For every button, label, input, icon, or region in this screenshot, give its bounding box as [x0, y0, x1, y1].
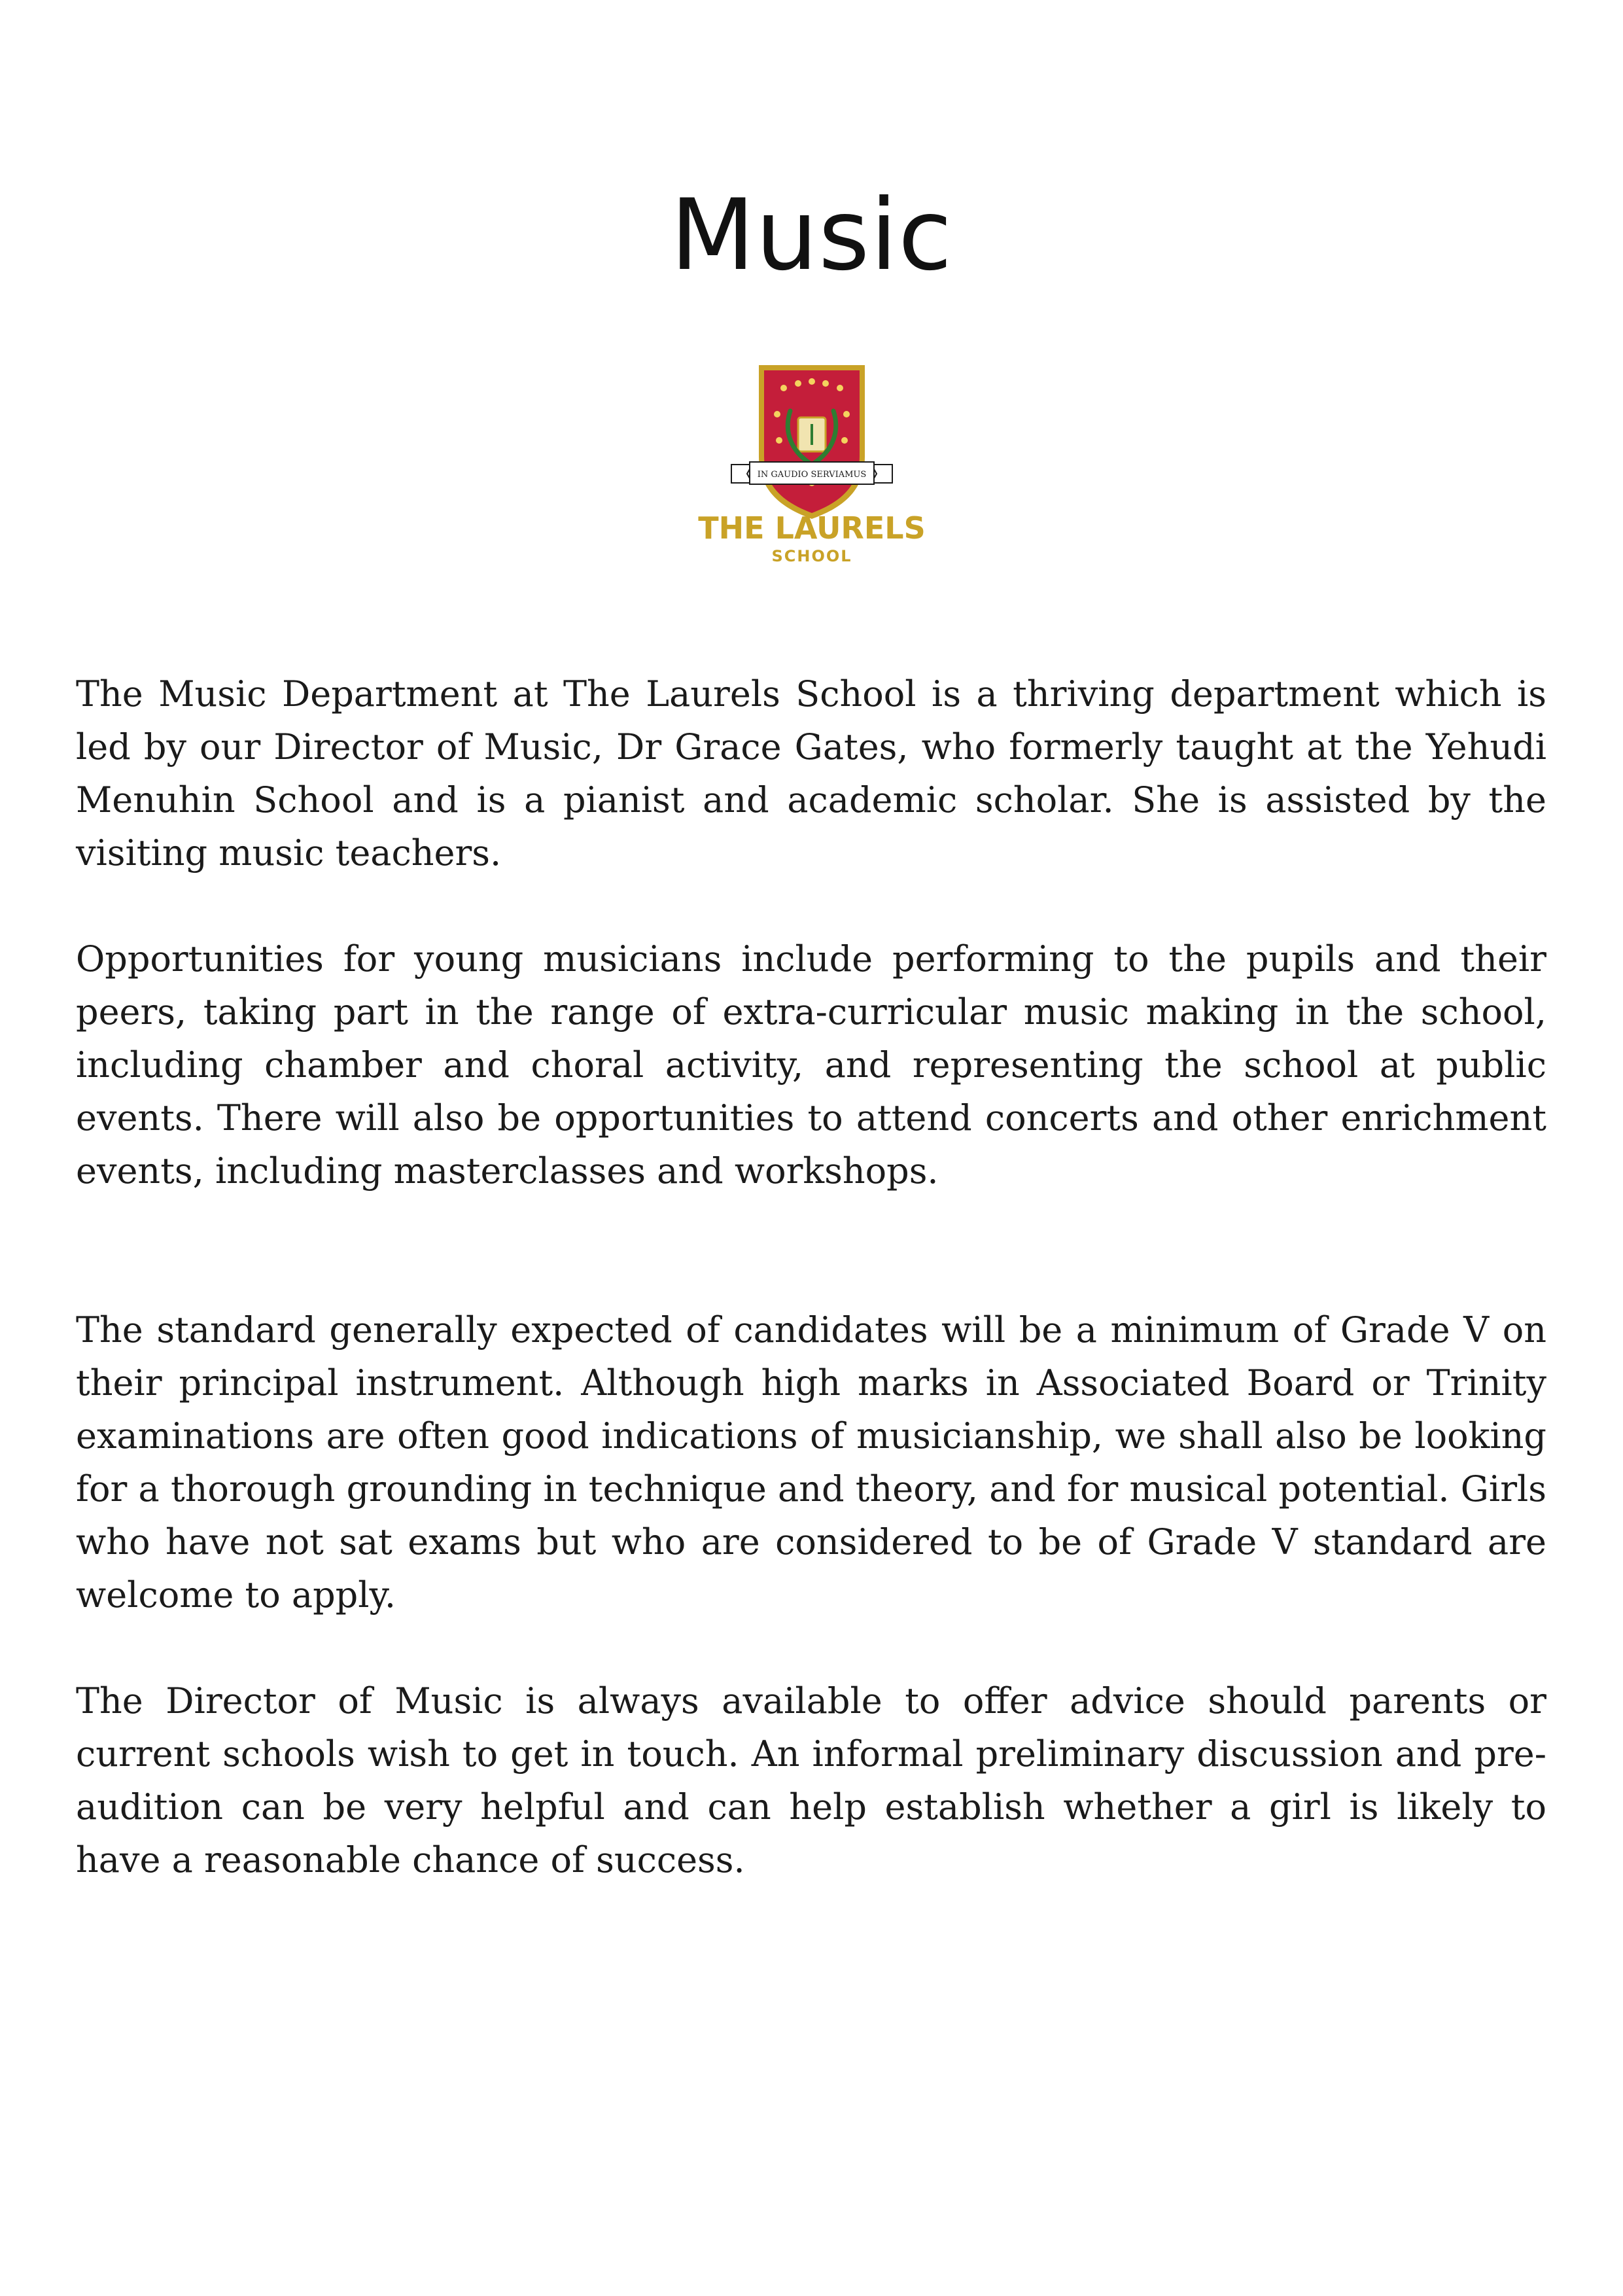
body-text	[76, 667, 1546, 1886]
shield-icon	[759, 365, 865, 519]
paragraph-spacer	[76, 1621, 1546, 1674]
logo-motto: IN GAUDIO SERVIAMUS	[757, 470, 867, 480]
motto-ribbon	[731, 462, 892, 484]
paragraph-opportunities: Opportunities for young musicians include performing to the pupils and their peers, taking part in the range of extra-curricular music making in the school, including chamber and choral activity, and representing the school at public events. There will also be opportunities to attend concerts and other enrichment events, including masterclasses and workshops.	[76, 938, 1546, 1192]
school-logo	[686, 359, 938, 574]
paragraph-director: The Director of Music is always available to offer advice should parents or current schools wish to get in touch. An informal preliminary discussion and pre-audition can be very helpful and can help establish whether a girl is likely to have a reasonable chance of success.	[76, 1680, 1546, 1881]
paragraph-spacer	[76, 1197, 1546, 1303]
page-title: Music	[670, 179, 953, 292]
paragraph-department: The Music Department at The Laurels School is a thriving department which is led by our Director of Music, Dr Grace Gates, who formerly taught at the Yehudi Menuhin School and is a pianist and academic scholar. She is assisted by the visiting music teachers.	[76, 673, 1546, 874]
logo-name: THE LAURELS	[698, 510, 926, 546]
paragraph-spacer	[76, 879, 1546, 932]
logo-subname: SCHOOL	[771, 547, 852, 565]
paragraph-standard: The standard generally expected of candidates will be a minimum of Grade V on their principal instrument. Although high marks in Associated Board or Trinity examinations are often good indications of musicianship, we shall also be looking for a thorough grounding in technique and theory, and for musical potential. Girls who have not sat exams but who are considered to be of Grade V standard are welcome to apply.	[76, 1309, 1546, 1616]
